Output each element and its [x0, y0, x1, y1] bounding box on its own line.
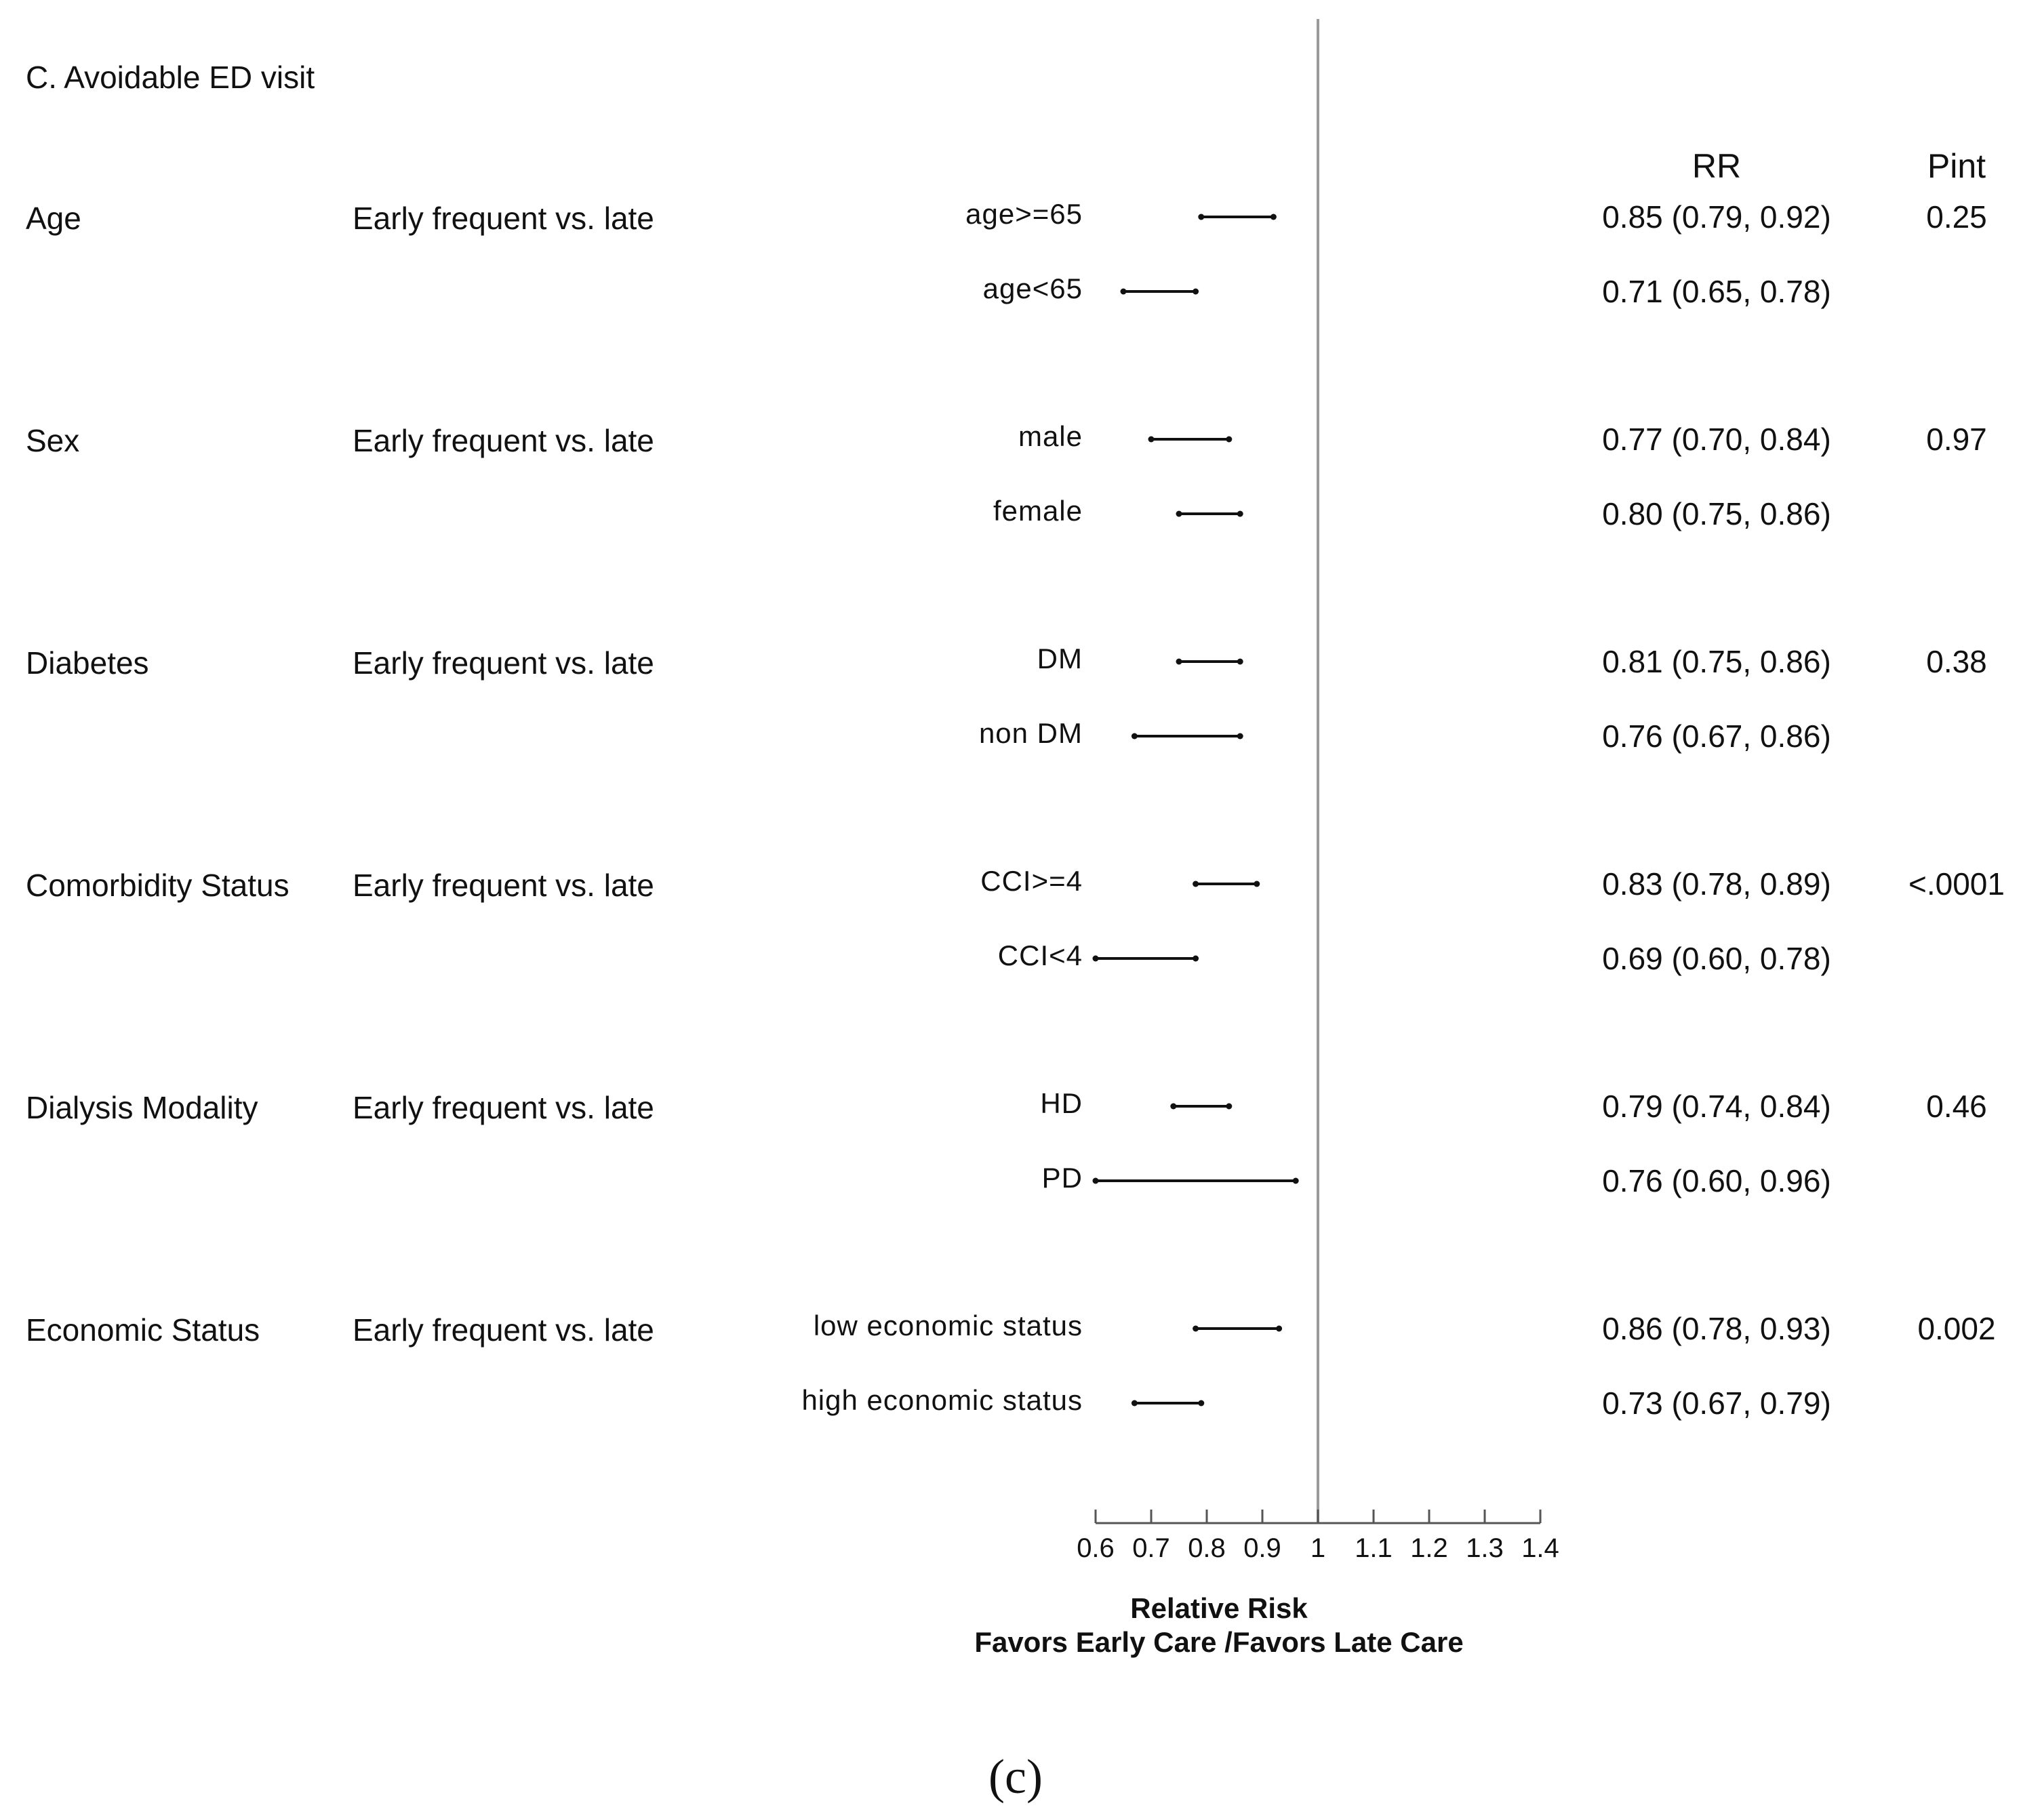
group-2	[26, 643, 1987, 754]
chart-title: C. Avoidable ED visit	[26, 60, 315, 95]
x-axis	[1077, 1510, 1559, 1563]
group-name: Comorbidity Status	[26, 868, 289, 903]
ci-lower-cap	[1121, 289, 1127, 295]
pint-value: <.0001	[1908, 866, 2005, 902]
rr-value: 0.77 (0.70, 0.84)	[1602, 422, 1831, 457]
rr-value: 0.71 (0.65, 0.78)	[1602, 274, 1831, 309]
ci-lower-cap	[1176, 511, 1182, 517]
x-tick-label: 1.1	[1355, 1533, 1393, 1563]
group-4	[26, 1087, 1987, 1198]
rr-value: 0.80 (0.75, 0.86)	[1602, 496, 1831, 531]
group-0	[26, 198, 1987, 309]
pint-value: 0.97	[1926, 422, 1987, 457]
comparison-label: Early frequent vs. late	[353, 423, 654, 458]
ci-upper-cap	[1193, 956, 1199, 962]
ci-upper-cap	[1237, 733, 1243, 740]
pint-column-header: Pint	[1927, 147, 1986, 185]
ci-lower-cap	[1093, 956, 1099, 962]
comparison-label: Early frequent vs. late	[353, 201, 654, 236]
ci-lower-cap	[1132, 1400, 1138, 1407]
comparison-label: Early frequent vs. late	[353, 1312, 654, 1348]
subgroup-label: CCI<4	[997, 939, 1083, 971]
x-tick-label: 0.9	[1243, 1533, 1281, 1563]
ci-lower-cap	[1170, 1104, 1176, 1110]
pint-value: 0.38	[1926, 644, 1987, 679]
rr-value: 0.85 (0.79, 0.92)	[1602, 199, 1831, 235]
ci-lower-cap	[1198, 214, 1204, 220]
ci-upper-cap	[1270, 214, 1277, 220]
ci-lower-cap	[1132, 733, 1138, 740]
subgroup-label: age<65	[982, 272, 1083, 304]
pint-value: 0.002	[1917, 1311, 1996, 1346]
x-tick-label: 0.6	[1077, 1533, 1115, 1563]
x-tick-label: 1.2	[1410, 1533, 1448, 1563]
figure-caption: (c)	[988, 1750, 1043, 1804]
group-name: Economic Status	[26, 1312, 260, 1348]
subgroup-label: high economic status	[801, 1384, 1083, 1416]
group-3	[26, 865, 2005, 976]
rr-value: 0.69 (0.60, 0.78)	[1602, 941, 1831, 976]
x-tick-label: 1.3	[1466, 1533, 1504, 1563]
ci-upper-cap	[1193, 289, 1199, 295]
subgroup-label: non DM	[978, 717, 1083, 749]
x-axis-label-line2: Favors Early Care /Favors Late Care	[974, 1626, 1464, 1658]
ci-upper-cap	[1237, 659, 1243, 665]
x-tick-label: 0.8	[1188, 1533, 1226, 1563]
group-name: Diabetes	[26, 645, 149, 681]
group-name: Dialysis Modality	[26, 1090, 258, 1125]
comparison-label: Early frequent vs. late	[353, 645, 654, 681]
rr-value: 0.76 (0.67, 0.86)	[1602, 719, 1831, 754]
ci-upper-cap	[1293, 1178, 1299, 1184]
subgroup-label: CCI>=4	[980, 865, 1083, 897]
subgroup-label: HD	[1040, 1087, 1083, 1119]
rr-value: 0.81 (0.75, 0.86)	[1602, 644, 1831, 679]
ci-upper-cap	[1198, 1400, 1204, 1407]
rr-value: 0.86 (0.78, 0.93)	[1602, 1311, 1831, 1346]
ci-upper-cap	[1276, 1326, 1282, 1332]
rr-value: 0.73 (0.67, 0.79)	[1602, 1386, 1831, 1421]
ci-lower-cap	[1093, 1178, 1099, 1184]
group-name: Sex	[26, 423, 80, 458]
subgroup-label: PD	[1041, 1162, 1083, 1194]
group-name: Age	[26, 201, 81, 236]
x-axis-label-line1: Relative Risk	[1130, 1592, 1308, 1624]
subgroup-label: age>=65	[965, 198, 1083, 230]
ci-lower-cap	[1148, 437, 1155, 443]
subgroup-label: female	[993, 495, 1083, 527]
pint-value: 0.46	[1926, 1089, 1987, 1124]
rr-column-header: RR	[1692, 147, 1742, 185]
rows-layer	[26, 198, 2005, 1421]
ci-upper-cap	[1226, 1104, 1232, 1110]
subgroup-label: male	[1018, 420, 1083, 452]
x-tick-label: 0.7	[1132, 1533, 1170, 1563]
subgroup-label: DM	[1037, 643, 1083, 674]
subgroup-label: low economic status	[813, 1310, 1083, 1341]
comparison-label: Early frequent vs. late	[353, 1090, 654, 1125]
ci-lower-cap	[1176, 659, 1182, 665]
x-tick-label: 1	[1310, 1533, 1326, 1563]
ci-upper-cap	[1226, 437, 1232, 443]
comparison-label: Early frequent vs. late	[353, 868, 654, 903]
ci-lower-cap	[1193, 1326, 1199, 1332]
ci-upper-cap	[1237, 511, 1243, 517]
rr-value: 0.76 (0.60, 0.96)	[1602, 1163, 1831, 1198]
group-5	[26, 1310, 1996, 1421]
rr-value: 0.79 (0.74, 0.84)	[1602, 1089, 1831, 1124]
group-1	[26, 420, 1987, 531]
pint-value: 0.25	[1926, 199, 1987, 235]
x-tick-label: 1.4	[1521, 1533, 1559, 1563]
rr-value: 0.83 (0.78, 0.89)	[1602, 866, 1831, 902]
ci-lower-cap	[1193, 881, 1199, 887]
ci-upper-cap	[1254, 881, 1260, 887]
